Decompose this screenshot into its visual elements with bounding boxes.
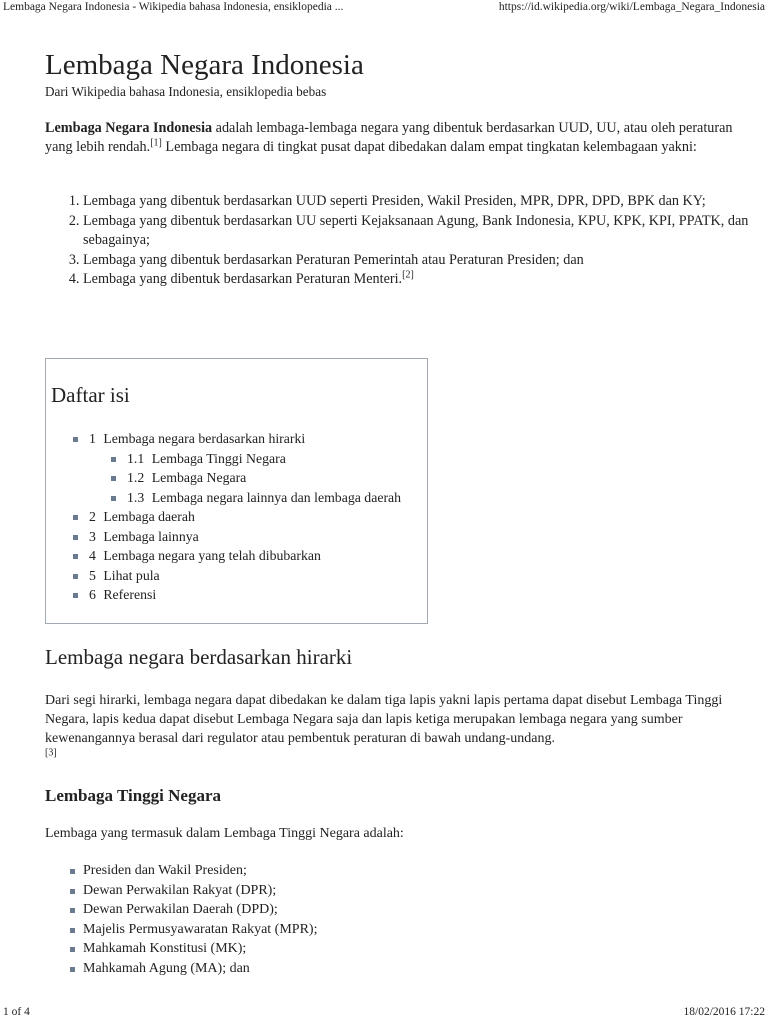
list-item: 1. Lembaga yang dibentuk berdasarkan UUD seperti Presiden, Wakil Presiden, MPR, DPR, DPD, BPK dan KY; (83, 192, 768, 212)
section-paragraph: Dari segi hirarki, lembaga negara dapat dibedakan ke dalam tiga lapis yakni lapis pertama dapat disebut Lembaga Tinggi Negara, lapis kedua dapat disebut Lembaga Negara saja dan lapis ketiga merupakan lembaga negara yang sumber kewenangannya berasal dari regulator atau pembentuk peraturan di bawah undang-undang. [3] (45, 693, 723, 759)
bullet-square-icon (73, 593, 78, 598)
bullet-square-icon (70, 967, 75, 972)
print-datetime: 18/02/2016 17:22 (683, 1006, 765, 1018)
print-footer (0, 1006, 768, 1022)
toc-item[interactable]: 2 Lembaga daerah (73, 507, 401, 527)
lead-text-2: Lembaga negara di tingkat pusat dapat dibedakan dalam empat tingkatan kelembagaan yakni: (161, 139, 697, 155)
toc-title: Daftar isi (51, 383, 130, 407)
list-item: Mahkamah Agung (MA); dan (70, 959, 317, 979)
page-number: 1 of 4 (3, 1006, 30, 1018)
reference-link[interactable]: [2] (402, 269, 414, 281)
lead-paragraph (45, 119, 735, 157)
toc-subitem[interactable]: 1.3 Lembaga negara lainnya dan lembaga daerah (111, 488, 401, 508)
reference-link[interactable]: [3] (45, 747, 57, 759)
print-header-title: Lembaga Negara Indonesia - Wikipedia bahasa Indonesia, ensiklopedia ... (3, 1, 344, 13)
section-heading: Lembaga negara berdasarkan hirarki (45, 645, 353, 669)
subsection-intro: Lembaga yang termasuk dalam Lembaga Tinggi Negara adalah: (45, 826, 404, 841)
bullet-square-icon (111, 476, 116, 481)
toc-subitem[interactable]: 1.2 Lembaga Negara (111, 468, 401, 488)
bullet-square-icon (70, 889, 75, 894)
table-of-contents (45, 358, 428, 624)
bullet-square-icon (73, 535, 78, 540)
bullet-square-icon (70, 869, 75, 874)
page-title: Lembaga Negara Indonesia (45, 49, 364, 81)
bullet-square-icon (73, 515, 78, 520)
toc-item[interactable]: 6 Referensi (73, 585, 401, 605)
bullet-square-icon (70, 947, 75, 952)
bullet-square-icon (111, 496, 116, 501)
site-tagline: Dari Wikipedia bahasa Indonesia, ensiklopedia bebas (45, 84, 327, 99)
bullet-square-icon (73, 574, 78, 579)
lead-text-1: adalah lembaga-lembaga negara yang dibentuk berdasarkan UUD, UU, atau oleh peraturan yang lebih rendah. (45, 120, 733, 155)
print-header-url: https://id.wikipedia.org/wiki/Lembaga_Negara_Indonesia (498, 1, 765, 13)
toc-item[interactable]: 4 Lembaga negara yang telah dibubarkan (73, 546, 401, 566)
toc-subitem[interactable]: 1.1 Lembaga Tinggi Negara (111, 449, 401, 469)
list-item: Presiden dan Wakil Presiden; (70, 861, 317, 881)
toc-list (73, 429, 401, 605)
list-item: Majelis Permusyawaratan Rakyat (MPR); (70, 920, 317, 940)
institution-levels-list (45, 192, 768, 290)
list-item: Dewan Perwakilan Rakyat (DPR); (70, 881, 317, 901)
toc-item[interactable]: 3 Lembaga lainnya (73, 527, 401, 547)
bullet-square-icon (73, 554, 78, 559)
lead-bold-term: Lembaga Negara Indonesia (45, 120, 213, 136)
toc-item[interactable]: 5 Lihat pula (73, 566, 401, 586)
list-item: Dewan Perwakilan Daerah (DPD); (70, 900, 317, 920)
toc-sublist (111, 449, 401, 508)
reference-link[interactable]: [1] (150, 137, 162, 149)
subsection-heading: Lembaga Tinggi Negara (45, 786, 221, 805)
list-item: 2. Lembaga yang dibentuk berdasarkan UU seperti Kejaksanaan Agung, Bank Indonesia, KPU, KPK, KPI, PPATK, dan sebagainya; (83, 212, 768, 251)
list-item: Mahkamah Konstitusi (MK); (70, 939, 317, 959)
list-item: 4. Lembaga yang dibentuk berdasarkan Peraturan Menteri.[2] (83, 270, 768, 290)
bullet-square-icon (73, 437, 78, 442)
toc-item[interactable]: 1 Lembaga negara berdasarkan hirarki 1.1 Lembaga Tinggi Negara 1.2 Lembaga Negara 1.3 Lembaga negara lainnya dan lembaga daerah (73, 429, 401, 507)
high-institutions-list (70, 861, 317, 978)
list-item: 3. Lembaga yang dibentuk berdasarkan Peraturan Pemerintah atau Peraturan Presiden; dan (83, 251, 768, 271)
bullet-square-icon (70, 908, 75, 913)
bullet-square-icon (111, 457, 116, 462)
bullet-square-icon (70, 928, 75, 933)
print-header (0, 0, 768, 16)
